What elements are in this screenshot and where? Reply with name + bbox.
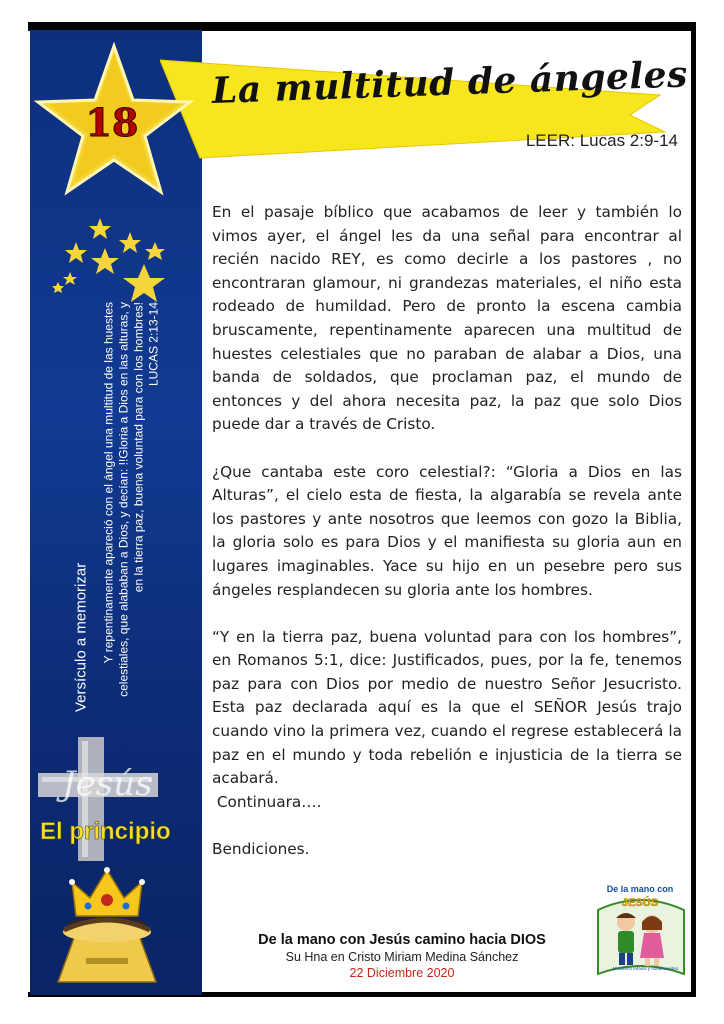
footer-title: De la mano con Jesús camino hacia DIOS	[258, 932, 546, 948]
devotional-body	[212, 201, 682, 885]
logo-name-text: JESÚS	[621, 897, 659, 909]
footer	[212, 932, 592, 980]
logo-side-text: Ministerio Infantil y Adolescentes	[612, 966, 678, 971]
memory-verse-text	[102, 302, 162, 712]
paragraph: “Y en la tierra paz, buena voluntad para con los hombres”, en Romanos 5:1, dice: Justificados, pues, por la fe, tenemos paz para con Dios por medio de nuestro Señor Jesucristo. Esta paz declarada aquí es la que el SEÑOR Jesús trajo cuando vino la primera vez, cuando el regrese establecerá la paz en el mundo y toda rebelión e injusticia de la tierra se acabará.	[212, 627, 682, 788]
continues-note: Continuara….	[212, 792, 322, 811]
footer-date: 22 Diciembre 2020	[349, 966, 455, 980]
paragraph: ¿Que cantaba este coro celestial?: “Gloria a Dios en las Alturas”, el cielo esta de fiesta, la algarabía se revela ante los pastores y ante nosotros que leemos con gozo la Biblia, la gloria solo es para Dios y el manifiesta su gloria aun en lugares imaginables. Yace su hijo en un pesebre pero sus ángeles resplandecen su gloria ante los hombres.	[212, 462, 682, 599]
series-script: Jesús	[62, 764, 153, 804]
footer-author: Su Hna en Cristo Miriam Medina Sánchez	[285, 950, 519, 964]
reading-reference: LEER: Lucas 2:9-14	[525, 131, 678, 150]
crown-manger-icon	[52, 860, 162, 985]
closing: Bendiciones.	[212, 840, 310, 859]
ministry-logo-icon	[590, 870, 690, 980]
page-title: La multitud de ángeles	[211, 53, 689, 112]
memory-verse-body: Y repentinamente apareció con el ángel una multitud de las huestes celestiales, que alababan a Dios, y decían: !!Gloria a Dios en las alturas, y en la tierra paz, buena voluntad para con los hombres!	[101, 302, 146, 697]
day-number: 18	[85, 100, 139, 145]
series-name: El principio	[40, 818, 171, 845]
paragraph: En el pasaje bíblico que acabamos de leer y también lo vimos ayer, el ángel les da una señal para encontrar al recién nacido REY, es como decirle a los pastores , no encontraran glamour, ni grandezas materiales, el niño esta rodeado de humildad. Pero de pronto la escena cambia bruscamente, repentinamente aparecen una multitud de huestes celestiales que no paraban de alabar a Dios, una banda de soldados, que proclaman paz, el mundo de entonces y del ahora necesita paz, la paz que solo Dios puede dar a través de Cristo.	[212, 203, 682, 434]
memory-verse	[48, 292, 186, 722]
memory-verse-reference: LUCAS 2:13-14	[146, 302, 161, 387]
logo-top-text: De la mano con	[606, 884, 674, 894]
memory-verse-heading: Versículo a memorizar	[72, 562, 90, 712]
